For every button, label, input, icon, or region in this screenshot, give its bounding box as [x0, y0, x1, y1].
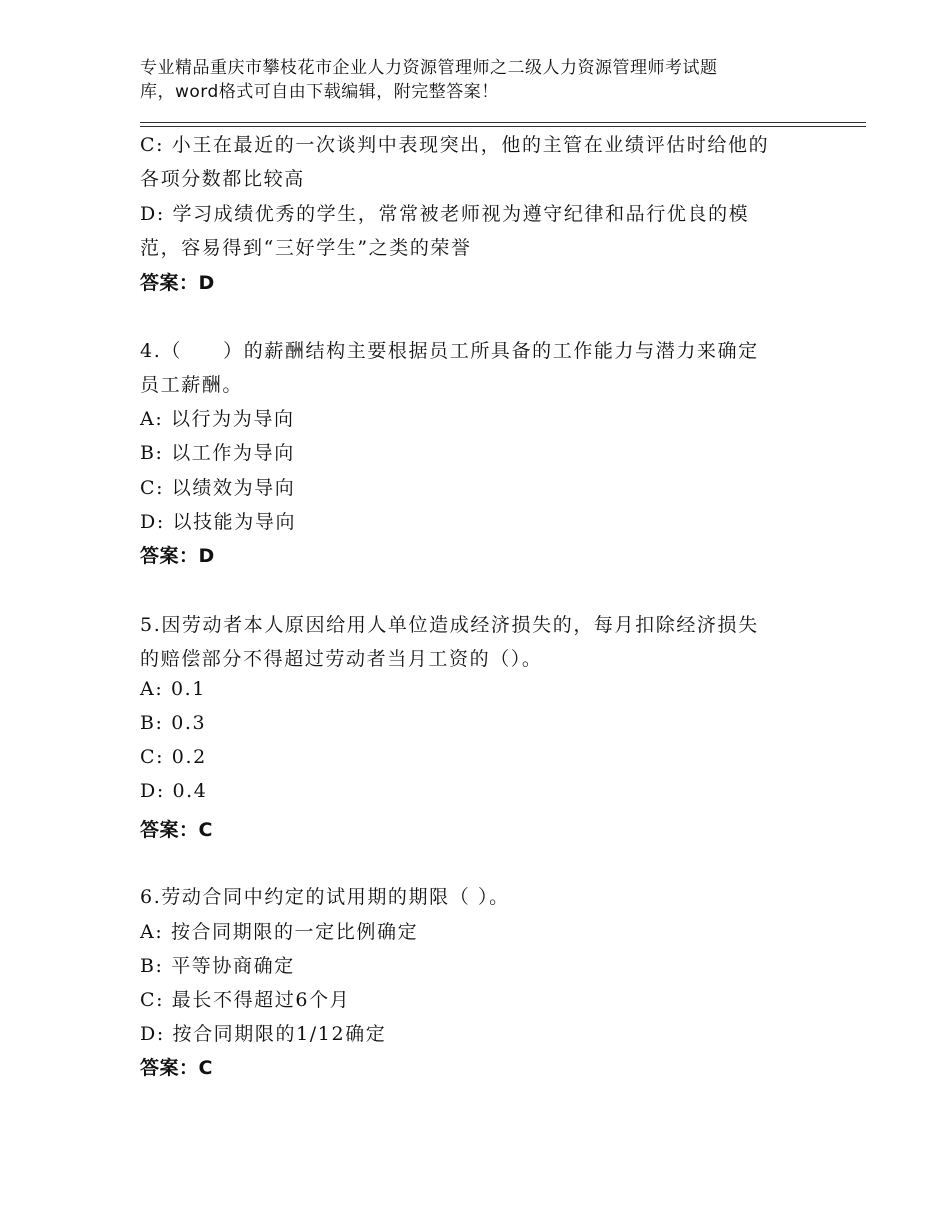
- q6-option-d: D: 按合同期限的1/12确定: [140, 1023, 387, 1045]
- q6-option-b: B: 平等协商确定: [140, 955, 295, 977]
- q3-option-d-line-1: D: 学习成绩优秀的学生，常常被老师视为遵守纪律和品行优良的模: [140, 203, 750, 225]
- q4-option-c: C: 以绩效为导向: [140, 477, 296, 499]
- q6-stem-line-1: 6.劳动合同中约定的试用期的期限（ ）。: [140, 886, 510, 908]
- header-title-line-1: 专业精品重庆市攀枝花市企业人力资源管理师之二级人力资源管理师考试题: [140, 58, 718, 78]
- q5-option-a: A: 0.1: [140, 678, 206, 700]
- q6-option-a: A: 按合同期限的一定比例确定: [140, 921, 419, 943]
- q5-option-c: C: 0.2: [140, 746, 207, 768]
- header-divider-top: [140, 122, 866, 123]
- q5-stem-line-2: 的赔偿部分不得超过劳动者当月工资的（）。: [140, 648, 543, 670]
- q4-option-d: D: 以技能为导向: [140, 511, 297, 533]
- q6-answer: 答案：C: [140, 1057, 213, 1079]
- q4-stem-line-2: 员工薪酬。: [140, 374, 244, 396]
- q5-option-d: D: 0.4: [140, 780, 208, 802]
- q3-option-d-line-2: 范，容易得到“三好学生”之类的荣誉: [140, 237, 472, 259]
- q4-answer: 答案：D: [140, 545, 215, 567]
- document-header: [140, 56, 780, 104]
- q5-stem-line-1: 5.因劳动者本人原因给用人单位造成经济损失的，每月扣除经济损失: [140, 614, 759, 636]
- q4-option-b: B: 以工作为导向: [140, 442, 295, 464]
- q3-option-c-line-2: 各项分数都比较高: [140, 168, 305, 190]
- q3-answer: 答案：D: [140, 272, 215, 294]
- header-title-line-2: 库，word格式可自由下载编辑，附完整答案！: [140, 82, 499, 102]
- q4-option-a: A: 以行为为导向: [140, 408, 295, 430]
- q5-answer: 答案：C: [140, 819, 213, 841]
- q6-option-c: C: 最长不得超过6个月: [140, 989, 351, 1011]
- q4-stem-line-1: 4.（ ）的薪酬结构主要根据员工所具备的工作能力与潜力来确定: [140, 340, 759, 362]
- header-divider-bottom: [140, 126, 866, 127]
- q3-option-c-line-1: C: 小王在最近的一次谈判中表现突出，他的主管在业绩评估时给他的: [140, 134, 770, 156]
- q5-option-b: B: 0.3: [140, 712, 207, 734]
